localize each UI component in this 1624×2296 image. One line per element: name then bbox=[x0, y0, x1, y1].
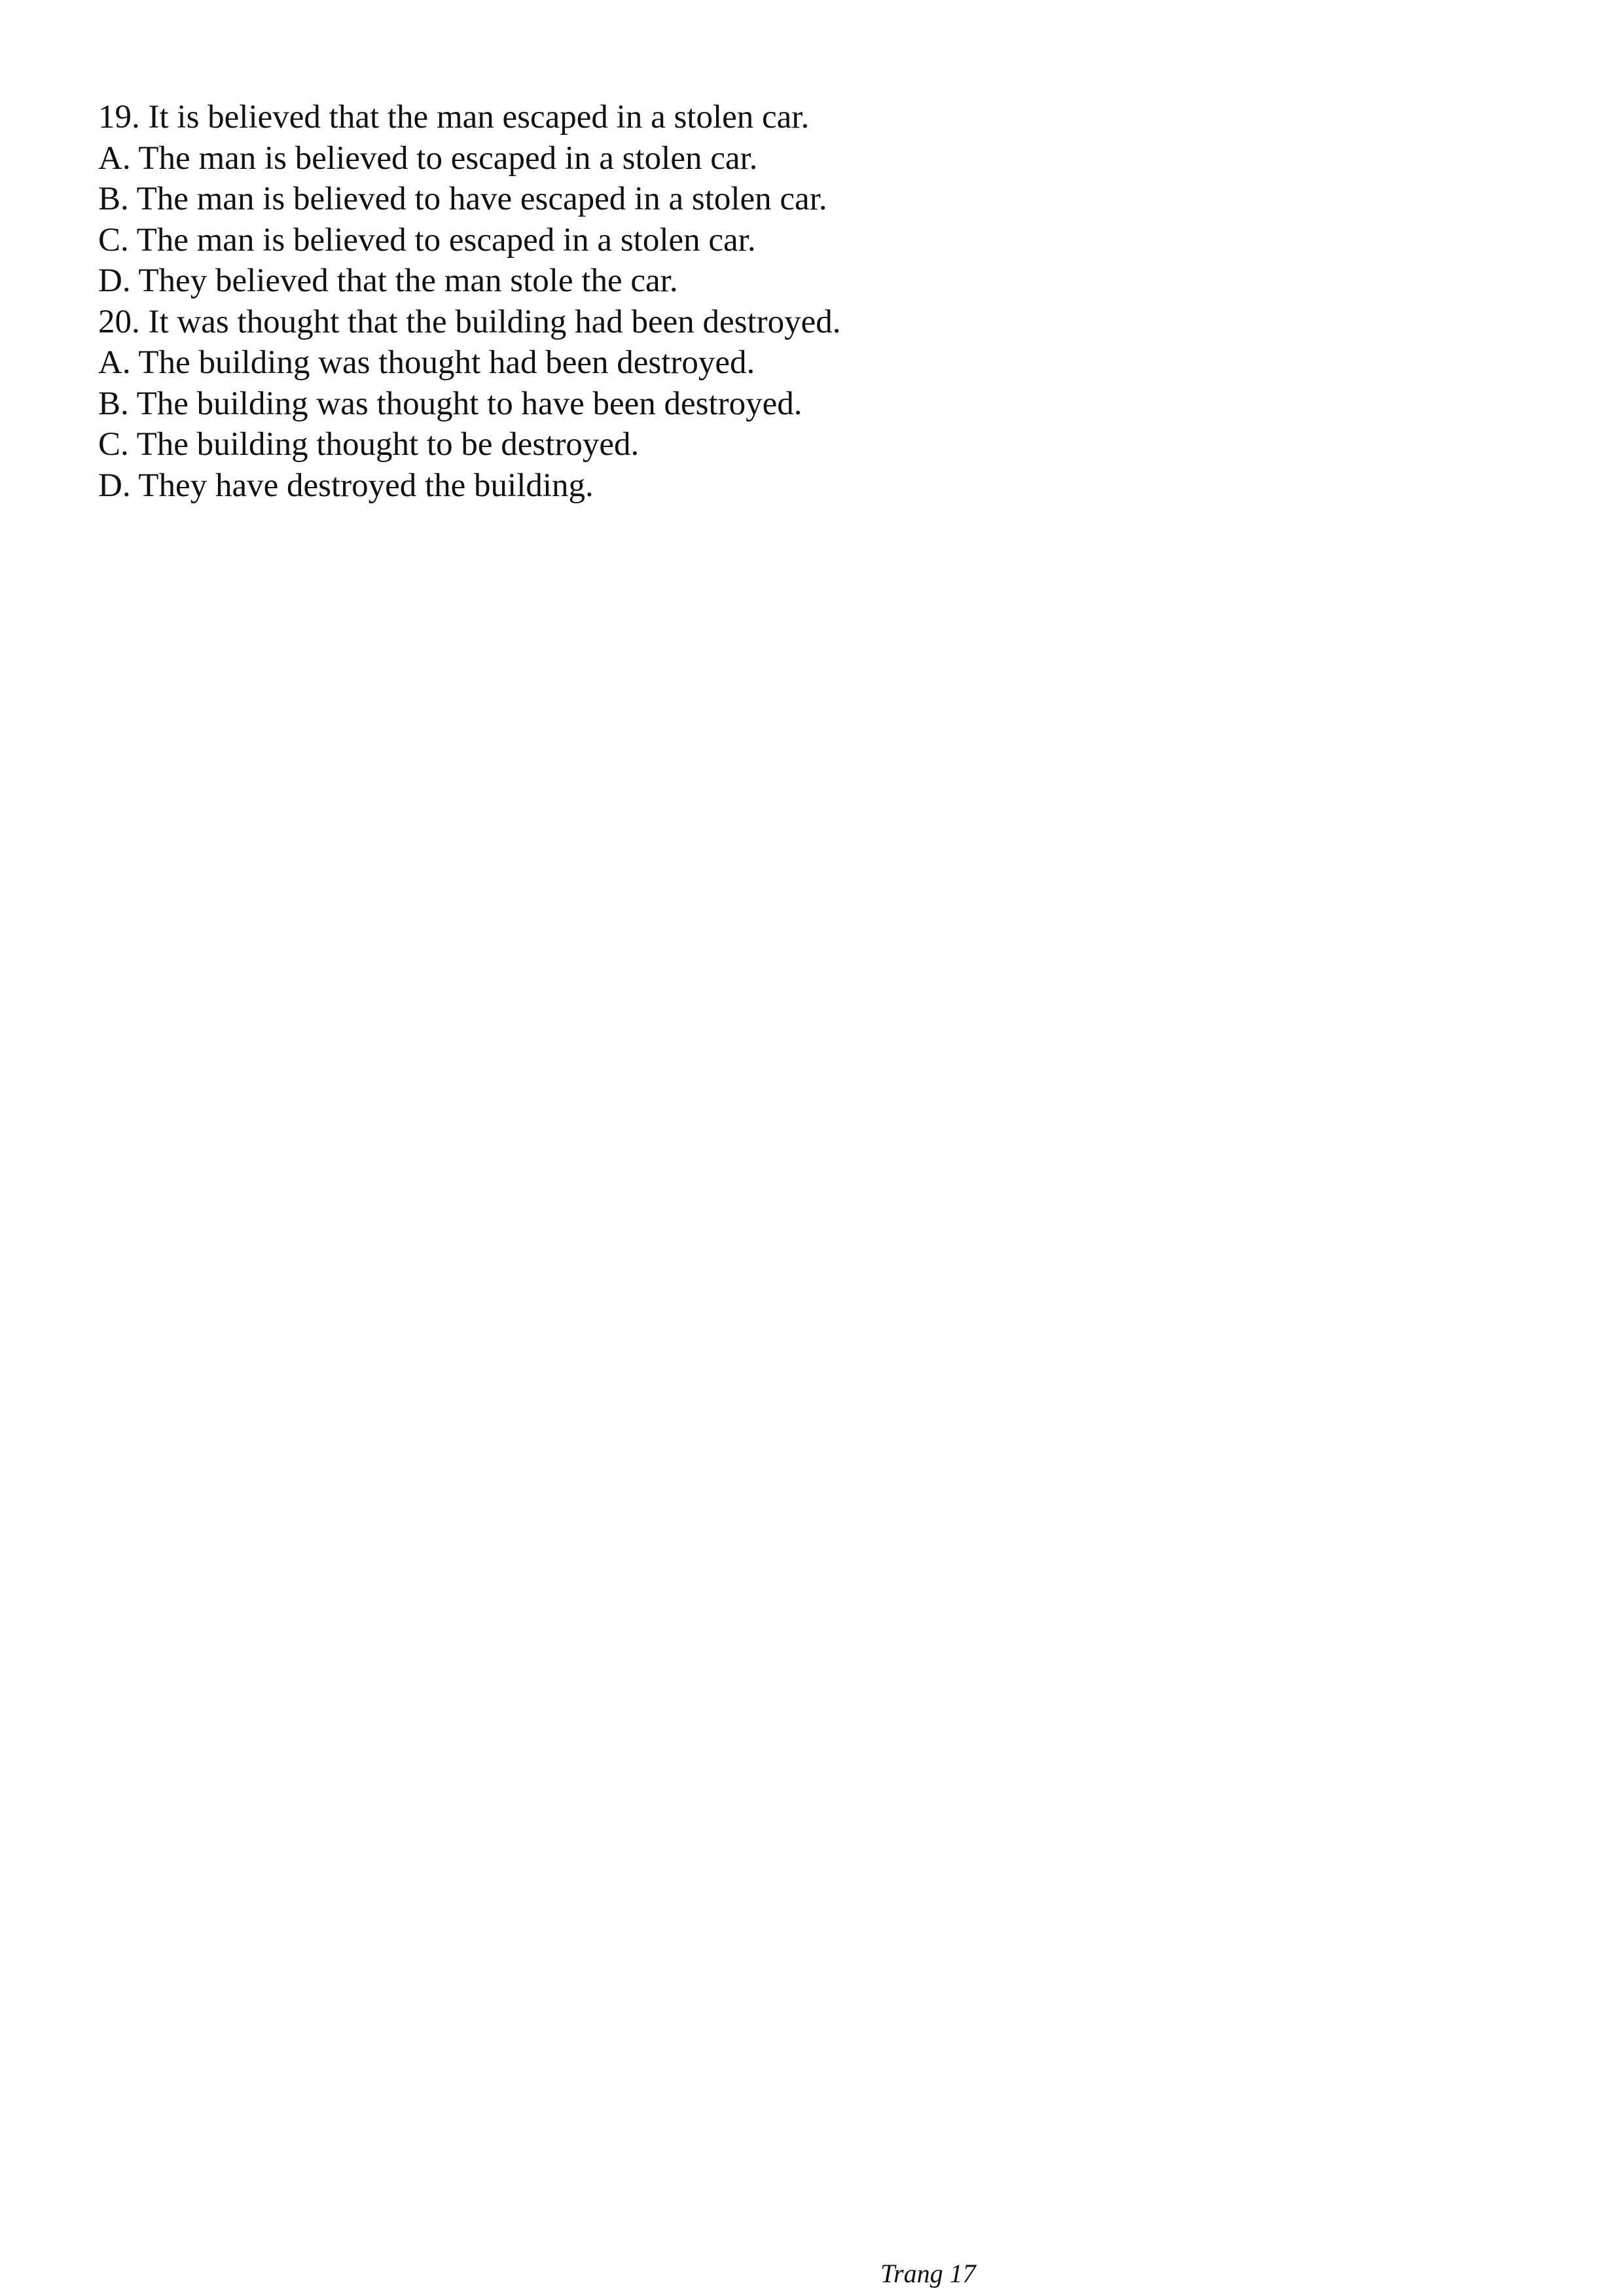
question-stem: 19. It is believed that the man escaped in a stolen car. bbox=[98, 99, 810, 135]
question-20 bbox=[98, 302, 1525, 507]
question-19 bbox=[98, 97, 1525, 302]
answer-option-b: B. The building was thought to have been destroyed. bbox=[98, 385, 803, 422]
answer-option-a: A. The building was thought had been destroyed. bbox=[98, 344, 755, 381]
answer-option-c: C. The building thought to be destroyed. bbox=[98, 426, 640, 463]
answer-option-d: D. They have destroyed the building. bbox=[98, 467, 594, 504]
question-stem: 20. It was thought that the building had been destroyed. bbox=[98, 303, 841, 340]
answer-option-c: C. The man is believed to escaped in a stolen car. bbox=[98, 221, 756, 259]
question-list bbox=[98, 97, 1525, 506]
answer-option-a: A. The man is believed to escaped in a stolen car. bbox=[98, 139, 758, 177]
answer-option-b: B. The man is believed to have escaped in a stolen car. bbox=[98, 181, 827, 217]
page-number: Trang 17 bbox=[880, 2259, 976, 2288]
answer-option-d: D. They believed that the man stole the car. bbox=[98, 262, 678, 299]
